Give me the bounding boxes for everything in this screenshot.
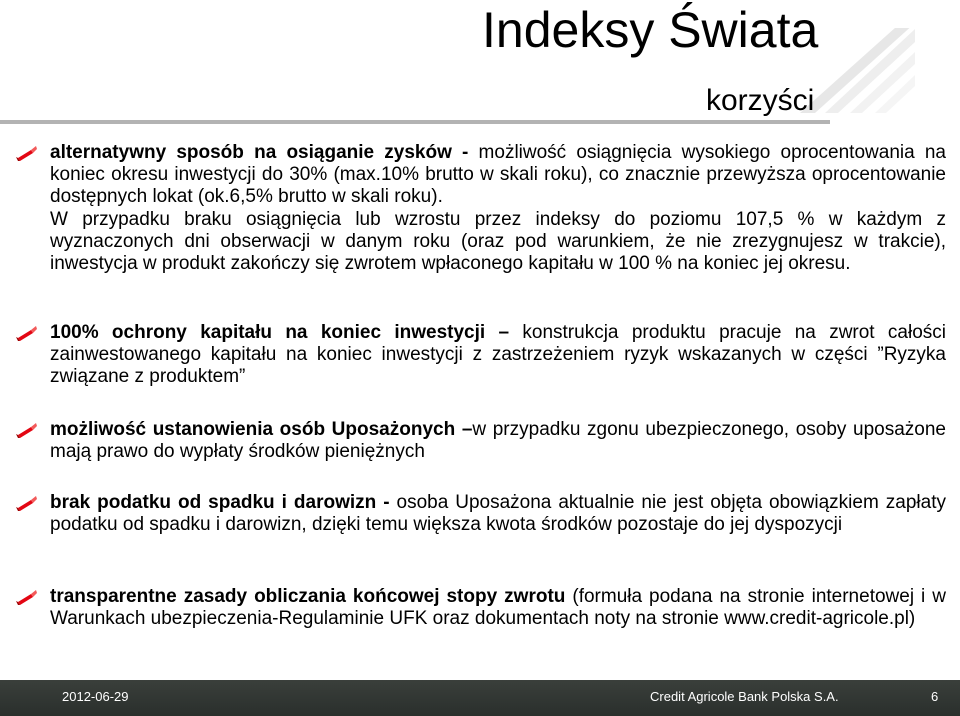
- bullet-heading: transparentne zasady obliczania końcowej stopy zwrotu: [50, 586, 566, 607]
- bullet-heading: możliwość ustanowienia osób Uposażonych –: [50, 419, 473, 440]
- bullet-text: osoba Uposażona aktualnie nie jest objęta obowiązkiem zapłaty podatku od spadku i darowizn, dzięki temu większa kwota środków pozostaje do jej dyspozycji: [50, 492, 946, 535]
- bullet-heading: 100% ochrony kapitału na koniec inwestycji –: [50, 322, 510, 343]
- slide-footer: [0, 680, 960, 716]
- red-bullet-icon: [14, 142, 38, 162]
- bullet-paragraph-tax: [50, 492, 946, 536]
- bullet-text: możliwość osiągnięcia wysokiego oprocentowania na koniec okresu inwestycji do 30% (max.10% brutto w skali roku), co znacznie przewyższa oprocentowanie dostępnych lokat (ok.6,5% brutto w skali roku).: [50, 142, 946, 207]
- footer-page-number: 6: [931, 689, 939, 704]
- red-bullet-icon: [14, 322, 38, 342]
- bullet-paragraph-returns-detail: [50, 209, 946, 275]
- bullet-heading: alternatywny sposób na osiąganie zysków -: [50, 142, 469, 163]
- bullet-text: W przypadku braku osiągnięcia lub wzrostu przez indeksy do poziomu 107,5 % w każdym z wyznaczonych dni obserwacji w danym roku (oraz pod warunkiem, że nie zrezygnujesz w trakcie), inwestycja w produkt zakończy się zwrotem wpłaconego kapitału w 100 % na koniec jej okresu.: [50, 209, 946, 274]
- bullet-text: konstrukcja produktu pracuje na zwrot całości zainwestowanego kapitału na koniec inwestycji z zastrzeżeniem ryzyk wskazanych w części ”Ryzyka związane z produktem”: [50, 322, 946, 387]
- bullet-paragraph-returns: [50, 142, 946, 208]
- footer-date: 2012-06-29: [62, 689, 129, 704]
- bullet-heading: brak podatku od spadku i darowizn -: [50, 492, 390, 513]
- red-bullet-icon: [14, 419, 38, 439]
- slide-subtitle: korzyści: [706, 84, 815, 117]
- bullet-paragraph-beneficiaries: [50, 419, 946, 463]
- bullet-text: (formuła podana na stronie internetowej i w Warunkach ubezpieczenia-Regulaminie UFK oraz dokumentach noty na stronie www.credit-agricole.pl): [50, 586, 946, 629]
- red-bullet-icon: [14, 586, 38, 606]
- bullet-paragraph-transparency: [50, 586, 946, 630]
- red-bullet-icon: [14, 492, 38, 512]
- slide-title: Indeksy Świata: [482, 2, 819, 58]
- bullet-text: w przypadku zgonu ubezpieczonego, osoby uposażone mają prawo do wypłaty środków pieniężnych: [50, 419, 946, 462]
- title-divider: [0, 120, 830, 124]
- bullet-paragraph-capital-protection: [50, 322, 946, 388]
- footer-company: Credit Agricole Bank Polska S.A.: [650, 689, 839, 704]
